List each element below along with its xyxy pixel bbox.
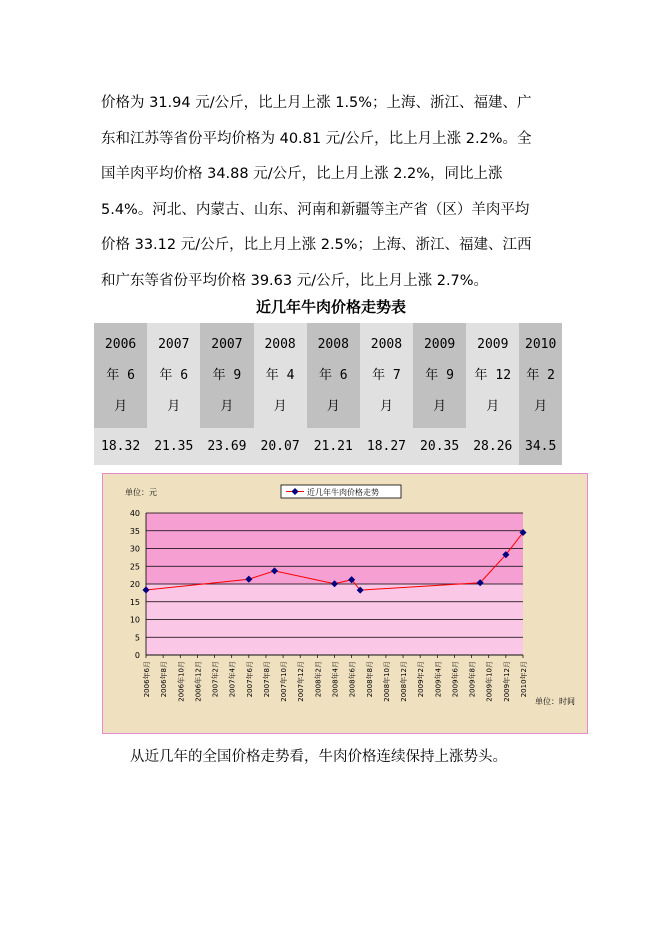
plot-band xyxy=(146,549,523,567)
x-tick-label: 2007年10月 xyxy=(280,661,289,702)
x-tick-label: 2008年12月 xyxy=(400,661,409,702)
x-tick-label: 2009年10月 xyxy=(485,661,494,702)
y-tick-label: 20 xyxy=(129,580,140,589)
x-tick-label: 2006年6月 xyxy=(143,661,151,698)
x-tick-label: 2007年6月 xyxy=(245,661,254,698)
paragraph-line: 和广东等省份平均价格 39.63 元/公斤，比上月上涨 2.7%。 xyxy=(101,272,489,289)
header-cell: 2007 年 9 月 xyxy=(200,323,253,428)
header-cell: 2009 年 12 月 xyxy=(466,323,519,428)
header-cell: 2008 年 7 月 xyxy=(360,323,413,428)
header-cell: 2006 年 6 月 xyxy=(94,323,147,428)
table-value-row xyxy=(94,428,562,465)
value-cell: 28.26 xyxy=(466,428,519,465)
y-tick-label: 25 xyxy=(129,562,140,572)
plot-band xyxy=(146,531,523,549)
value-cell: 34.5 xyxy=(519,428,562,465)
chart-legend xyxy=(281,485,401,498)
x-tick-label: 2008年2月 xyxy=(314,661,323,698)
paragraph-line: 东和江苏等省份平均价格为 40.81 元/公斤，比上月上涨 2.2%。全 xyxy=(101,130,532,147)
x-tick-label: 2008年8月 xyxy=(365,661,374,698)
y-tick-label: 5 xyxy=(134,633,140,643)
legend-label: 近几年牛肉价格走势 xyxy=(307,488,379,497)
y-tick-label: 30 xyxy=(129,544,140,554)
x-tick-label: 2009年8月 xyxy=(468,661,477,698)
price-table xyxy=(94,323,562,465)
value-cell: 21.21 xyxy=(307,428,360,465)
y-tick-label: 15 xyxy=(129,597,140,607)
body-paragraph xyxy=(101,86,561,299)
x-tick-label: 2010年2月 xyxy=(520,661,528,698)
plot-band xyxy=(146,602,523,620)
value-cell: 18.32 xyxy=(94,428,147,465)
x-tick-label: 2007年12月 xyxy=(297,661,306,702)
value-cell: 18.27 xyxy=(360,428,413,465)
x-tick-label: 2008年6月 xyxy=(348,661,357,698)
x-tick-label: 2009年2月 xyxy=(417,661,426,698)
y-axis-label: 单位：元 xyxy=(125,488,157,497)
x-axis-label: 单位：时间 xyxy=(535,697,575,706)
header-cell: 2008 年 6 月 xyxy=(307,323,360,428)
x-tick-label: 2007年4月 xyxy=(228,661,237,698)
x-tick-label: 2006年10月 xyxy=(177,661,186,702)
x-tick-label: 2008年10月 xyxy=(382,661,391,702)
x-tick-label: 2009年6月 xyxy=(451,661,460,698)
y-tick-label: 0 xyxy=(134,651,140,660)
table-header-row xyxy=(94,323,562,428)
header-cell: 2007 年 6 月 xyxy=(147,323,200,428)
paragraph-line: 价格为 31.94 元/公斤，比上月上涨 1.5%；上海、浙江、福建、广 xyxy=(101,95,532,111)
chart-svg xyxy=(103,474,587,733)
plot-band xyxy=(146,637,523,655)
plot-band xyxy=(146,513,523,531)
table-title: 近几年牛肉价格走势表 xyxy=(255,298,406,316)
y-tick-label: 40 xyxy=(129,509,140,518)
paragraph-line: 价格 33.12 元/公斤，比上月上涨 2.5%；上海、浙江、福建、江西 xyxy=(101,237,532,253)
paragraph-line: 5.4%。河北、内蒙古、山东、河南和新疆等主产省（区）羊肉平均 xyxy=(101,201,530,218)
plot-band xyxy=(146,620,523,638)
paragraph-line: 国羊肉平均价格 34.88 元/公斤，比上月上涨 2.2%，同比上涨 xyxy=(101,166,503,182)
x-tick-label: 2006年8月 xyxy=(160,661,169,698)
header-cell: 2008 年 4 月 xyxy=(254,323,307,428)
y-tick-label: 35 xyxy=(129,526,140,536)
y-tick-label: 10 xyxy=(129,615,140,625)
x-tick-label: 2007年8月 xyxy=(262,661,271,698)
header-cell: 2010 年 2 月 xyxy=(519,323,562,428)
x-tick-label: 2009年4月 xyxy=(434,661,443,698)
value-cell: 20.07 xyxy=(254,428,307,465)
x-tick-label: 2008年4月 xyxy=(331,661,340,698)
conclusion-text: 从近几年的全国价格走势看，牛肉价格连续保持上涨势头。 xyxy=(130,749,507,765)
value-cell: 21.35 xyxy=(147,428,200,465)
value-cell: 20.35 xyxy=(413,428,466,465)
x-tick-label: 2007年2月 xyxy=(211,661,220,698)
value-cell: 23.69 xyxy=(200,428,253,465)
header-cell: 2009 年 9 月 xyxy=(413,323,466,428)
x-tick-label: 2009年12月 xyxy=(502,661,511,702)
x-tick-label: 2006年12月 xyxy=(194,661,203,702)
price-trend-chart xyxy=(102,473,588,734)
